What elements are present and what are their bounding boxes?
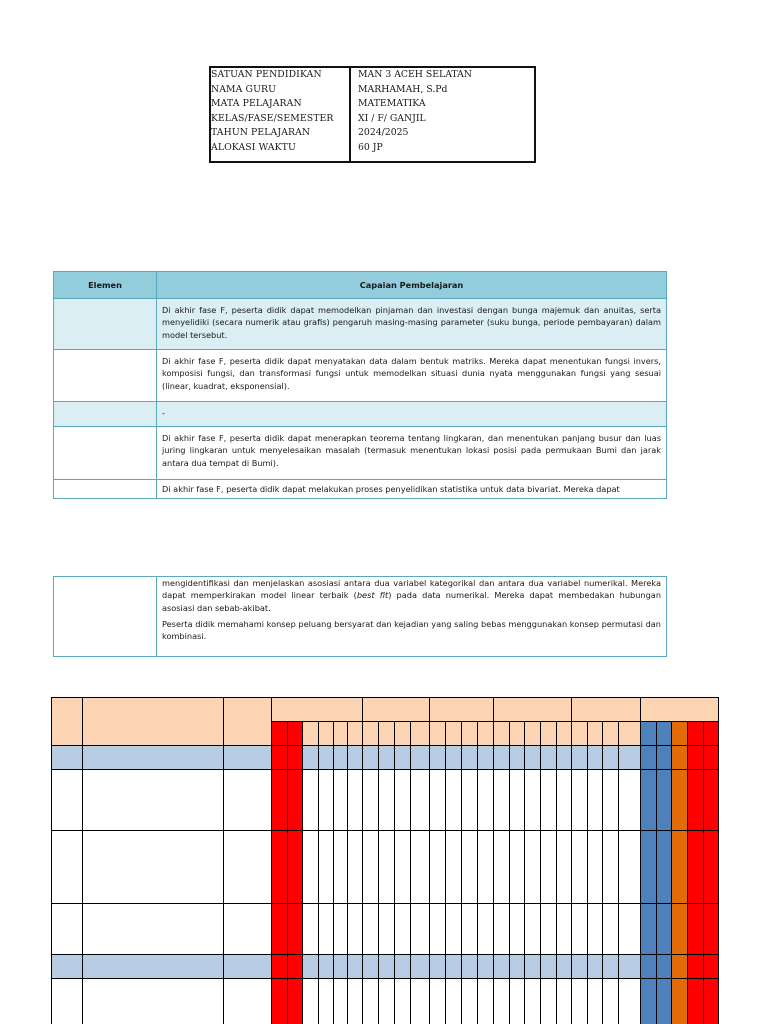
grid-group-line [362,697,363,1024]
identity-colon: : [348,83,352,95]
cp-header-elemen: Elemen [54,272,157,299]
grid-column-line [223,697,224,1024]
cp-row [54,350,667,402]
identity-box [209,66,536,163]
grid-column-line [51,697,52,1024]
grid-header-divider [271,721,719,722]
cp-capaian-cell: Di akhir fase F, peserta didik dapat menyatakan data dalam bentuk matriks. Mereka dapat menentukan fungsi invers, komposisi fungsi, dan transformasi fungsi untuk memodelkan situasi dunia nyata menggunakan fungsi yang sesuai (linear, kuadrat, eksponensial). [157,350,667,402]
grid-row-line [51,954,719,955]
grid-row-line [51,830,719,831]
identity-value: MAN 3 ACEH SELATAN [358,69,472,80]
grid-group-line [429,697,430,1024]
identity-value: MATEMATIKA [358,98,426,110]
identity-value: 2024/2025 [358,127,409,139]
grid-column-line [271,697,272,1024]
identity-colon: : [348,98,352,110]
identity-colon: : [348,112,352,124]
grid-row-line [51,903,719,904]
identity-colon: : [348,127,352,139]
grid-group-line [640,697,641,1024]
cp-capaian-cell: - [157,402,667,427]
cp-italic-term: best fit [356,590,389,601]
identity-key: ALOKASI WAKTU [211,142,296,153]
grid-row-line [51,745,719,746]
cp-header-row [54,272,667,299]
cp-row [54,402,667,427]
identity-value: XI / F/ GANJIL [358,112,426,124]
cp-paragraph [162,577,661,614]
grid-column-line [718,697,719,1024]
cp-capaian-cell: Di akhir fase F, peserta didik dapat melakukan proses penyelidikan statistika untuk data bivariat. Mereka dapat [157,480,667,499]
cp-row [54,427,667,480]
cp-text: ) pada data numerikal. Mereka dapat membedakan hubungan asosiasi dan sebab-akibat. [162,590,662,613]
grid-column-line [82,697,83,1024]
identity-key: SATUAN PENDIDIKAN [211,69,322,80]
cp-elemen-cell [54,299,157,350]
cp-elemen-cell [54,480,157,499]
cp-table [53,271,667,499]
grid-row-line [51,978,719,979]
identity-value: MARHAMAH, S.Pd [358,83,448,95]
identity-key: MATA PELAJARAN [211,98,302,110]
cp-text: mengidentifikasi dan menjelaskan asosiasi antara dua variabel kategorikal dan antara dua variabel numerikal. Mereka dapat memperkirakan model linear terbaik ( [162,578,661,601]
cp-elemen-cell [54,350,157,402]
grid-group-line [571,697,572,1024]
cp-header-capaian: Capaian Pembelajaran [157,272,667,299]
grid-group-line [493,697,494,1024]
assessment-grid [51,697,719,1024]
identity-key: KELAS/FASE/SEMESTER [211,112,334,124]
identity-value: 60 JP [358,142,383,153]
cp-row [54,299,667,350]
cp-capaian-cell [157,577,667,657]
identity-colon: : [348,142,352,153]
cp-capaian-cell: Di akhir fase F, peserta didik dapat memodelkan pinjaman dan investasi dengan bunga majemuk dan anuitas, serta menyelidiki (secara numerik atau grafis) pengaruh masing-masing parameter (suku bunga, periode pembayaran) dalam model tersebut. [157,299,667,350]
cp-table-continued [53,576,667,657]
cp-elemen-cell [54,577,157,657]
cp-elemen-cell [54,427,157,480]
grid-row-line [51,769,719,770]
cp-row-continued [54,577,667,657]
cp-capaian-cell: Di akhir fase F, peserta didik dapat menerapkan teorema tentang lingkaran, dan menentukan panjang busur dan luas juring lingkaran untuk menyelesaikan masalah (termasuk menentukan lokasi posisi pada permukaan Bumi dan jarak antara dua tempat di Bumi). [157,427,667,480]
cp-elemen-cell [54,402,157,427]
identity-colon: : [348,69,352,80]
identity-key: NAMA GURU [211,83,277,95]
cp-row [54,480,667,499]
identity-key: TAHUN PELAJARAN [211,127,311,139]
cp-paragraph: Peserta didik memahami konsep peluang bersyarat dan kejadian yang saling bebas menggunakan konsep permutasi dan kombinasi. [162,618,661,642]
grid-top-line [51,697,719,698]
